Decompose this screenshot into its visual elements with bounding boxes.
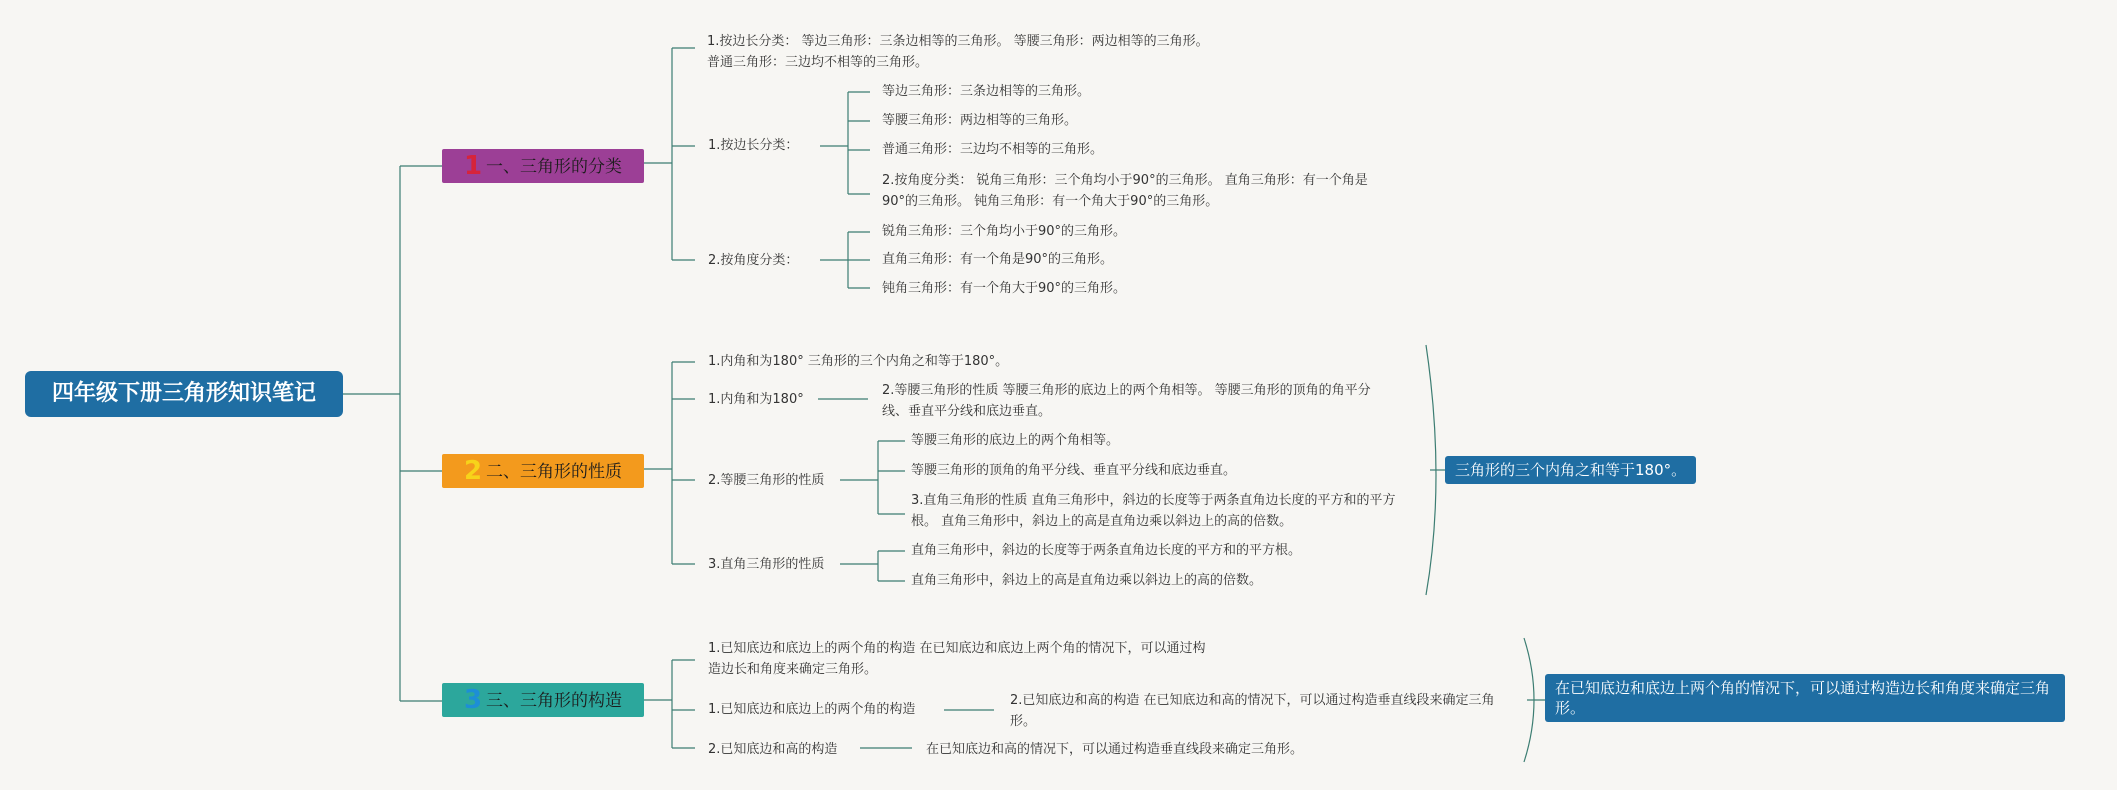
s3-base-height-detail[interactable]: 在已知底边和高的情况下，可以通过构造垂直线段来确定三角形。 bbox=[926, 742, 1304, 757]
s1-angle-summary[interactable]: 2.按角度分类： 锐角三角形：三个角均小于90°的三角形。 直角三角形：有一个角是90°的三角形。 钝角三角形：有一个角大于90°的三角形。 bbox=[882, 173, 1368, 209]
section-2-number: 2 bbox=[463, 456, 483, 486]
section-3-node[interactable] bbox=[442, 683, 644, 717]
s1-right[interactable]: 直角三角形：有一个角是90°的三角形。 bbox=[882, 252, 1114, 267]
s2-isosceles-summary[interactable]: 2.等腰三角形的性质 等腰三角形的底边上的两个角相等。 等腰三角形的顶角的角平分线、垂直平分线和底边垂直。 bbox=[882, 383, 1371, 419]
s2-right-height[interactable]: 直角三角形中，斜边上的高是直角边乘以斜边上的高的倍数。 bbox=[911, 573, 1263, 588]
s2-isosceles-bisector[interactable]: 等腰三角形的顶角的角平分线、垂直平分线和底边垂直。 bbox=[911, 463, 1237, 478]
section-3-title: 三、三角形的构造 bbox=[486, 691, 623, 711]
section-2-node[interactable] bbox=[442, 454, 644, 488]
s1-angle-label[interactable]: 2.按角度分类： bbox=[708, 253, 799, 268]
s3-base-height-summary[interactable]: 2.已知底边和高的构造 在已知底边和高的情况下，可以通过构造垂直线段来确定三角形。 bbox=[1010, 693, 1495, 729]
root-node[interactable]: 四年级下册三角形知识笔记 bbox=[25, 371, 343, 417]
s2-right-label[interactable]: 3.直角三角形的性质 bbox=[708, 557, 825, 572]
s3-base-angles-label[interactable]: 1.已知底边和底边上的两个角的构造 bbox=[708, 702, 916, 717]
s2-right-summary[interactable]: 3.直角三角形的性质 直角三角形中，斜边的长度等于两条直角边长度的平方和的平方根。 直角三角形中，斜边上的高是直角边乘以斜边上的高的倍数。 bbox=[911, 493, 1396, 529]
section-2-title: 二、三角形的性质 bbox=[486, 462, 623, 482]
s1-isosceles[interactable]: 等腰三角形：两边相等的三角形。 bbox=[882, 113, 1078, 128]
section-1-node[interactable] bbox=[442, 149, 644, 183]
s1-equilateral[interactable]: 等边三角形：三条边相等的三角形。 bbox=[882, 84, 1091, 99]
s2-isosceles-label[interactable]: 2.等腰三角形的性质 bbox=[708, 473, 825, 488]
section-1-title: 一、三角形的分类 bbox=[486, 157, 623, 177]
s2-right-hypotenuse[interactable]: 直角三角形中，斜边的长度等于两条直角边长度的平方和的平方根。 bbox=[911, 543, 1302, 558]
s1-side-summary[interactable]: 1.按边长分类： 等边三角形：三条边相等的三角形。 等腰三角形：两边相等的三角形。 普通三角形：三边均不相等的三角形。 bbox=[707, 34, 1209, 70]
s2-angle-sum-summary[interactable]: 1.内角和为180° 三角形的三个内角之和等于180°。 bbox=[708, 354, 1009, 369]
s1-side-label[interactable]: 1.按边长分类： bbox=[708, 138, 799, 153]
s3-base-angles-summary[interactable]: 1.已知底边和底边上的两个角的构造 在已知底边和底边上两个角的情况下，可以通过构造边长和角度来确定三角形。 bbox=[708, 641, 1206, 677]
s1-acute[interactable]: 锐角三角形：三个角均小于90°的三角形。 bbox=[882, 224, 1127, 239]
s1-scalene[interactable]: 普通三角形：三边均不相等的三角形。 bbox=[882, 142, 1104, 157]
s2-isosceles-base-angles[interactable]: 等腰三角形的底边上的两个角相等。 bbox=[911, 433, 1120, 448]
section-3-number: 3 bbox=[463, 685, 483, 715]
s3-base-height-label[interactable]: 2.已知底边和高的构造 bbox=[708, 742, 838, 757]
s2-callout[interactable]: 三角形的三个内角之和等于180°。 bbox=[1445, 456, 1696, 484]
s3-callout[interactable]: 在已知底边和底边上两个角的情况下，可以通过构造边长和角度来确定三角形。 bbox=[1545, 674, 2065, 722]
s1-obtuse[interactable]: 钝角三角形：有一个角大于90°的三角形。 bbox=[882, 281, 1127, 296]
section-1-number: 1 bbox=[463, 151, 483, 181]
s2-angle-sum-label[interactable]: 1.内角和为180° bbox=[708, 392, 804, 407]
